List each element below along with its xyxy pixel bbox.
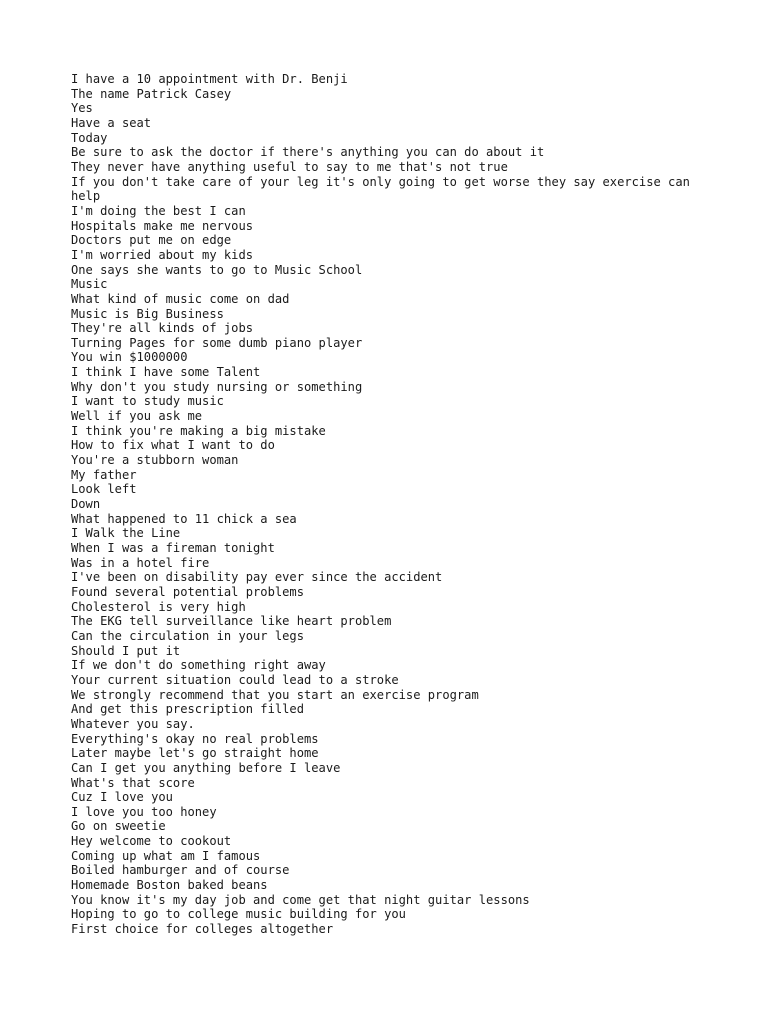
transcript-line: Why don't you study nursing or something [71,379,363,394]
transcript-line: Cuz I love you [71,790,173,805]
transcript-line: Hey welcome to cookout [71,834,232,849]
transcript-line: Found several potential problems [71,584,304,599]
transcript-line: Have a seat [71,115,152,130]
transcript-line: I'm doing the best I can [71,203,246,218]
transcript-line: They never have anything useful to say to me that's not true [71,159,508,174]
transcript-line: If you don't take care of your leg it's only going to get worse they say exercise can help [71,174,698,204]
transcript-line: Go on sweetie [71,819,166,834]
transcript-line: Can the circulation in your legs [71,628,304,643]
transcript-line: They're all kinds of jobs [71,321,254,336]
transcript-line: Homemade Boston baked beans [71,878,268,893]
transcript-line: Be sure to ask the doctor if there's anything you can do about it [71,145,545,160]
transcript-line: Your current situation could lead to a stroke [71,672,399,687]
transcript-line: Yes [71,101,93,116]
transcript-line: Can I get you anything before I leave [71,760,341,775]
transcript-line: Later maybe let's go straight home [71,746,319,761]
transcript-line: What happened to 11 chick a sea [71,511,297,526]
transcript-line: The EKG tell surveillance like heart problem [71,614,392,629]
transcript-line: I've been on disability pay ever since the accident [71,570,443,585]
transcript-line: I want to study music [71,394,224,409]
transcript-line: I think you're making a big mistake [71,423,326,438]
transcript-line: Should I put it [71,643,181,658]
transcript-line: Turning Pages for some dumb piano player [71,335,363,350]
transcript-line: If we don't do something right away [71,658,326,673]
transcript-line: You're a stubborn woman [71,453,239,468]
transcript-line: Down [71,497,101,512]
transcript-line: And get this prescription filled [71,702,304,717]
transcript-line: I Walk the Line [71,526,181,541]
transcript-line: Look left [71,482,137,497]
transcript-line: The name Patrick Casey [71,86,232,101]
transcript-line: I love you too honey [71,804,217,819]
transcript-line: I think I have some Talent [71,365,261,380]
transcript-line: Music [71,277,108,292]
transcript-line: What's that score [71,775,195,790]
transcript-line: Was in a hotel fire [71,555,210,570]
transcript-line: How to fix what I want to do [71,438,275,453]
transcript-line: Well if you ask me [71,409,203,424]
transcript-line: My father [71,467,137,482]
transcript-line: Everything's okay no real problems [71,731,319,746]
transcript-line: Cholesterol is very high [71,599,246,614]
transcript-line: Coming up what am I famous [71,848,261,863]
transcript-line: Doctors put me on edge [71,233,232,248]
transcript-line: First choice for colleges altogether [71,922,334,937]
transcript-line: Boiled hamburger and of course [71,863,290,878]
transcript-line: We strongly recommend that you start an exercise program [71,687,479,702]
transcript-line: Hoping to go to college music building for you [71,907,406,922]
transcript-line: What kind of music come on dad [71,291,290,306]
transcript-line: When I was a fireman tonight [71,541,275,555]
transcript-line: One says she wants to go to Music School [71,262,363,277]
transcript-line: Whatever you say. [71,716,195,731]
transcript-line: Today [71,130,108,145]
transcript-line: Music is Big Business [71,306,224,321]
transcript-document [71,72,711,937]
transcript-line: I'm worried about my kids [71,247,254,262]
transcript-line: You know it's my day job and come get that night guitar lessons [71,892,530,907]
transcript-line: You win $1000000 [71,350,188,365]
transcript-line: Hospitals make me nervous [71,218,254,233]
transcript-line: I have a 10 appointment with Dr. Benji [71,72,348,86]
